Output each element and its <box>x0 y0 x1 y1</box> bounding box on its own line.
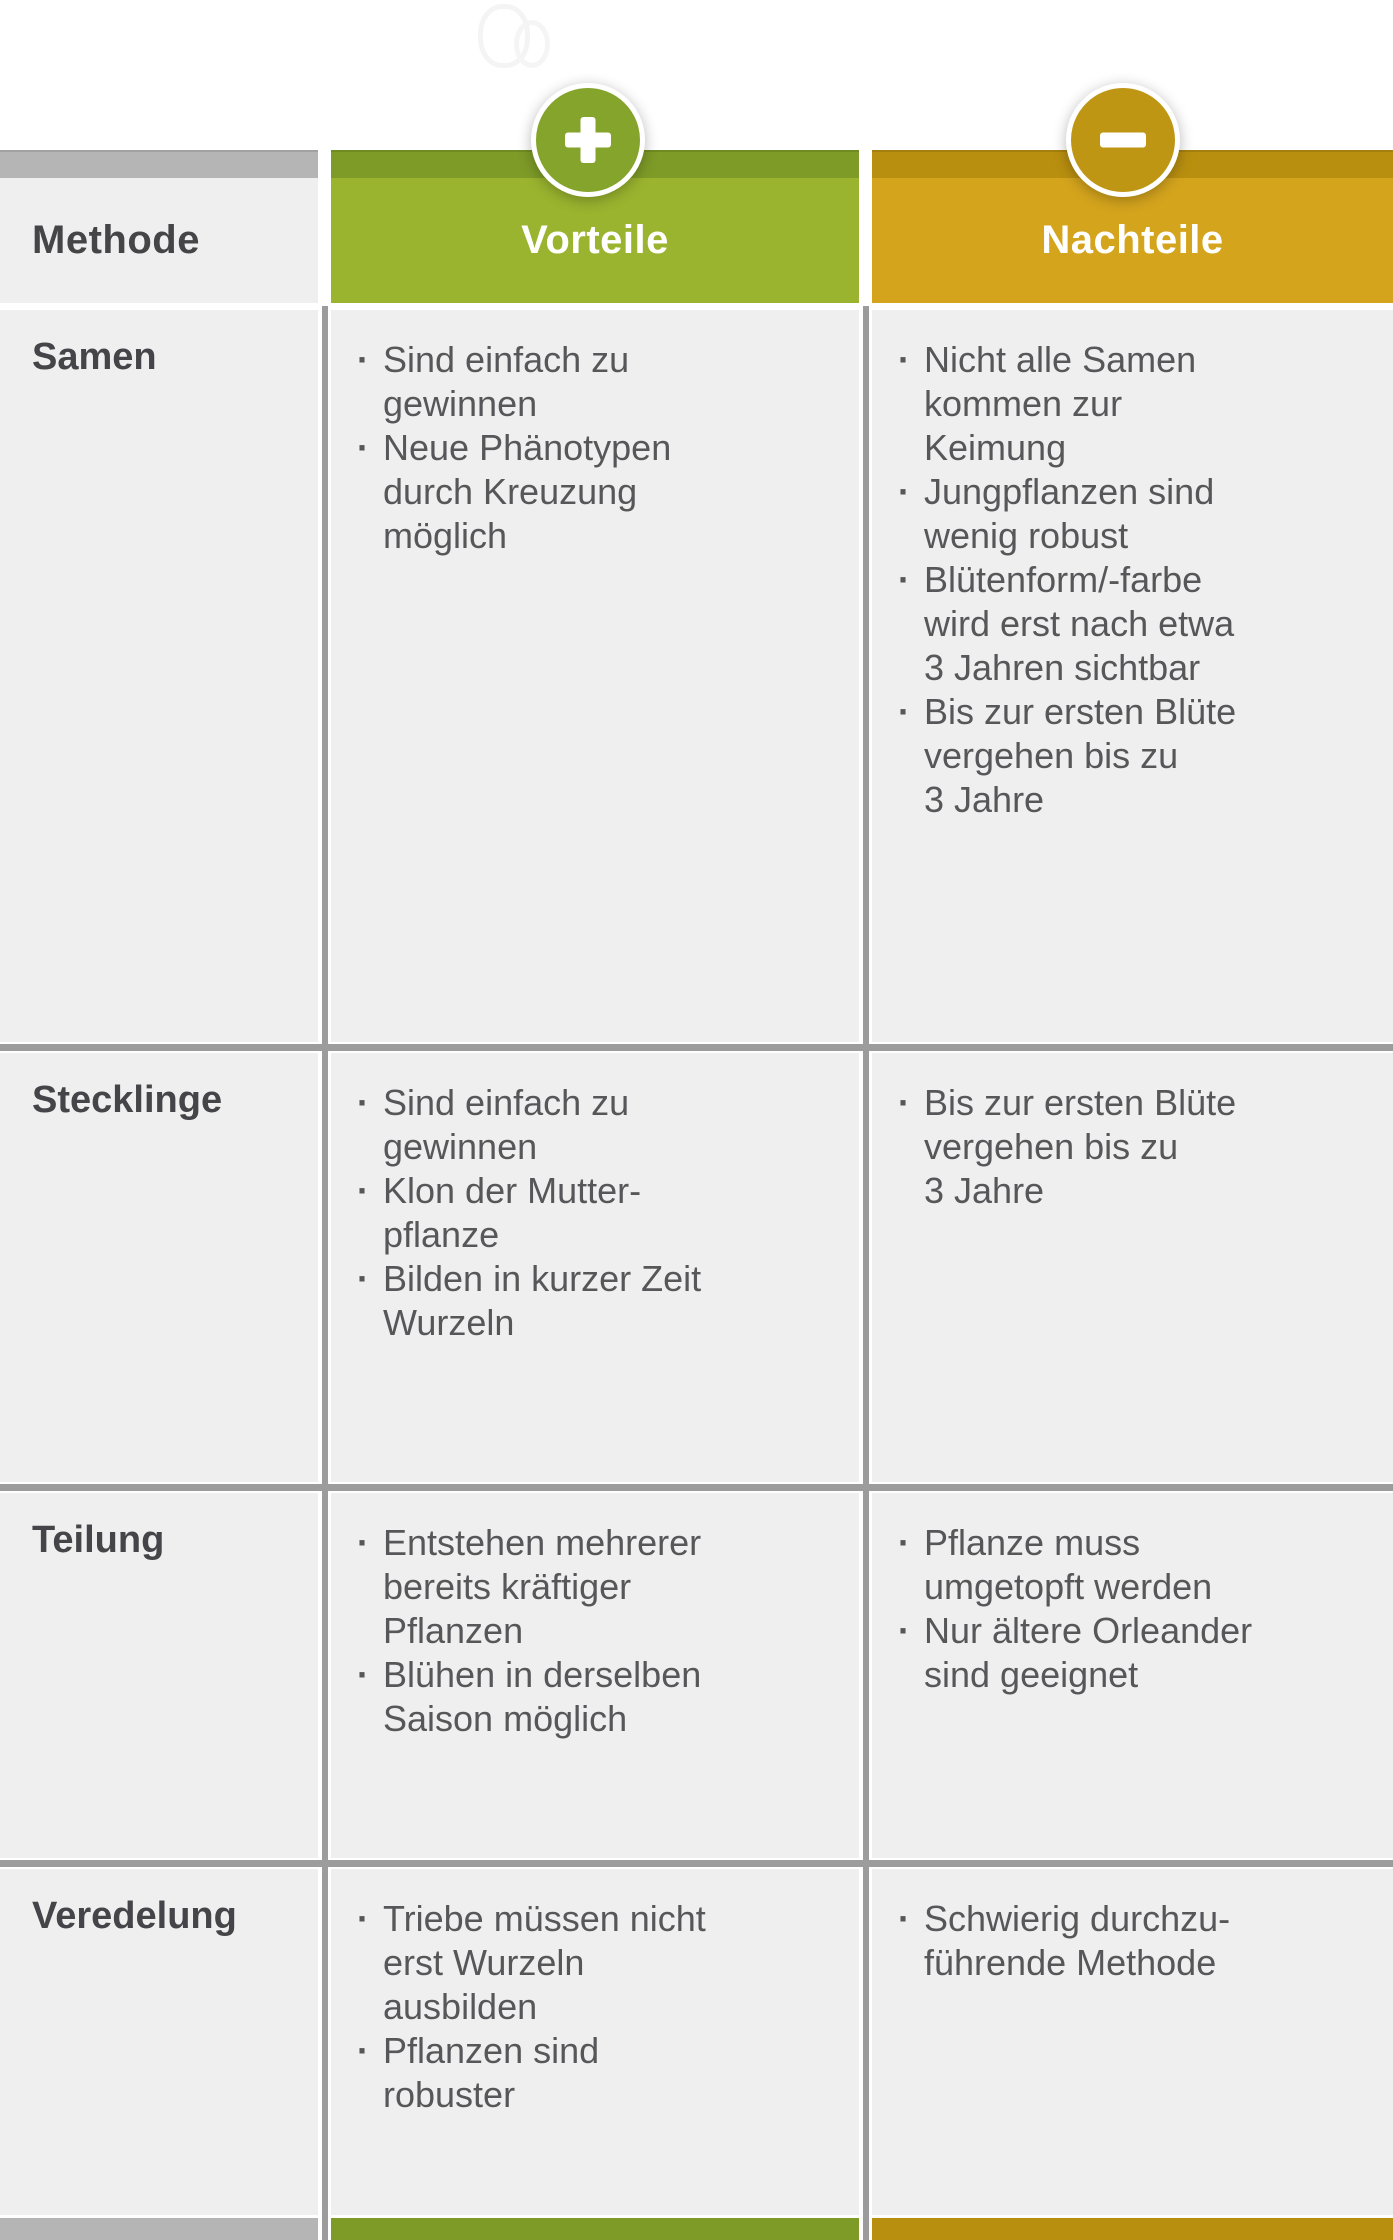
cell-cons-samen <box>872 310 1393 1042</box>
faint-watermark <box>472 0 552 64</box>
cell-cons-teilung <box>872 1493 1393 1858</box>
bullet-item: · Pflanze muss umgetopft werden <box>924 1521 1385 1609</box>
cons-list-stecklinge <box>872 1053 1393 1213</box>
cons-list-samen <box>872 310 1393 822</box>
cell-cons-stecklinge <box>872 1053 1393 1482</box>
bullet-item: · Entstehen mehrerer bereits kräftiger Pflanzen <box>383 1521 851 1653</box>
bullet-item: · Bilden in kurzer Zeit Wurzeln <box>383 1257 851 1345</box>
pros-list-veredelung <box>331 1869 859 2117</box>
bottom-strip-nachteile <box>872 2218 1393 2240</box>
bullet-item: · Neue Phänotypen durch Kreuzung möglich <box>383 426 851 558</box>
bullet-item: · Klon der Mutter- pflanze <box>383 1169 851 1257</box>
bullet-item: · Sind einfach zu gewinnen <box>383 1081 851 1169</box>
bottom-strip-methode <box>0 2218 318 2240</box>
bottom-strip-vorteile <box>331 2218 859 2240</box>
pros-badge <box>531 83 645 197</box>
cell-method-stecklinge <box>0 1053 318 1482</box>
row-label-stecklinge: Stecklinge <box>32 1079 223 1121</box>
header-cell-methode <box>0 150 318 303</box>
cons-list-teilung <box>872 1493 1393 1697</box>
faint-watermark-shape <box>514 20 550 68</box>
column-header-methode: Methode <box>0 178 318 303</box>
cell-method-veredelung <box>0 1869 318 2215</box>
cons-list-veredelung <box>872 1869 1393 1985</box>
row-divider <box>0 1044 1393 1051</box>
cell-cons-veredelung <box>872 1869 1393 2215</box>
row-label-teilung: Teilung <box>32 1519 165 1561</box>
row-divider <box>0 1484 1393 1491</box>
row-label-veredelung: Veredelung <box>32 1895 237 1937</box>
cell-pros-stecklinge <box>331 1053 859 1482</box>
plus-icon <box>536 88 640 192</box>
column-header-vorteile: Vorteile <box>331 178 859 303</box>
pros-list-samen <box>331 310 859 558</box>
row-divider <box>0 1860 1393 1867</box>
row-label-samen: Samen <box>32 336 157 378</box>
pros-list-stecklinge <box>331 1053 859 1345</box>
bullet-item: · Jungpflanzen sind wenig robust <box>924 470 1385 558</box>
bullet-item: · Blütenform/-farbe wird erst nach etwa 3 Jahren sichtbar <box>924 558 1385 690</box>
cell-pros-samen <box>331 310 859 1042</box>
cell-pros-veredelung <box>331 1869 859 2215</box>
bullet-item: · Sind einfach zu gewinnen <box>383 338 851 426</box>
cell-pros-teilung <box>331 1493 859 1858</box>
column-divider <box>863 306 869 2240</box>
bullet-item: · Schwierig durchzu- führende Methode <box>924 1897 1385 1985</box>
column-header-nachteile: Nachteile <box>872 178 1393 303</box>
bullet-item: · Nicht alle Samen kommen zur Keimung <box>924 338 1385 470</box>
column-divider <box>322 306 328 2240</box>
header-band-methode <box>0 150 318 178</box>
bullet-item: · Bis zur ersten Blüte vergehen bis zu 3 Jahre <box>924 690 1385 822</box>
cell-method-teilung <box>0 1493 318 1858</box>
bullet-item: · Bis zur ersten Blüte vergehen bis zu 3 Jahre <box>924 1081 1385 1213</box>
cons-badge <box>1066 83 1180 197</box>
bullet-item: · Blühen in derselben Saison möglich <box>383 1653 851 1741</box>
minus-icon <box>1071 88 1175 192</box>
bullet-item: · Triebe müssen nicht erst Wurzeln ausbilden <box>383 1897 851 2029</box>
cell-method-samen <box>0 310 318 1042</box>
bullet-item: · Pflanzen sind robuster <box>383 2029 851 2117</box>
pros-list-teilung <box>331 1493 859 1741</box>
bullet-item: · Nur ältere Orleander sind geeignet <box>924 1609 1385 1697</box>
